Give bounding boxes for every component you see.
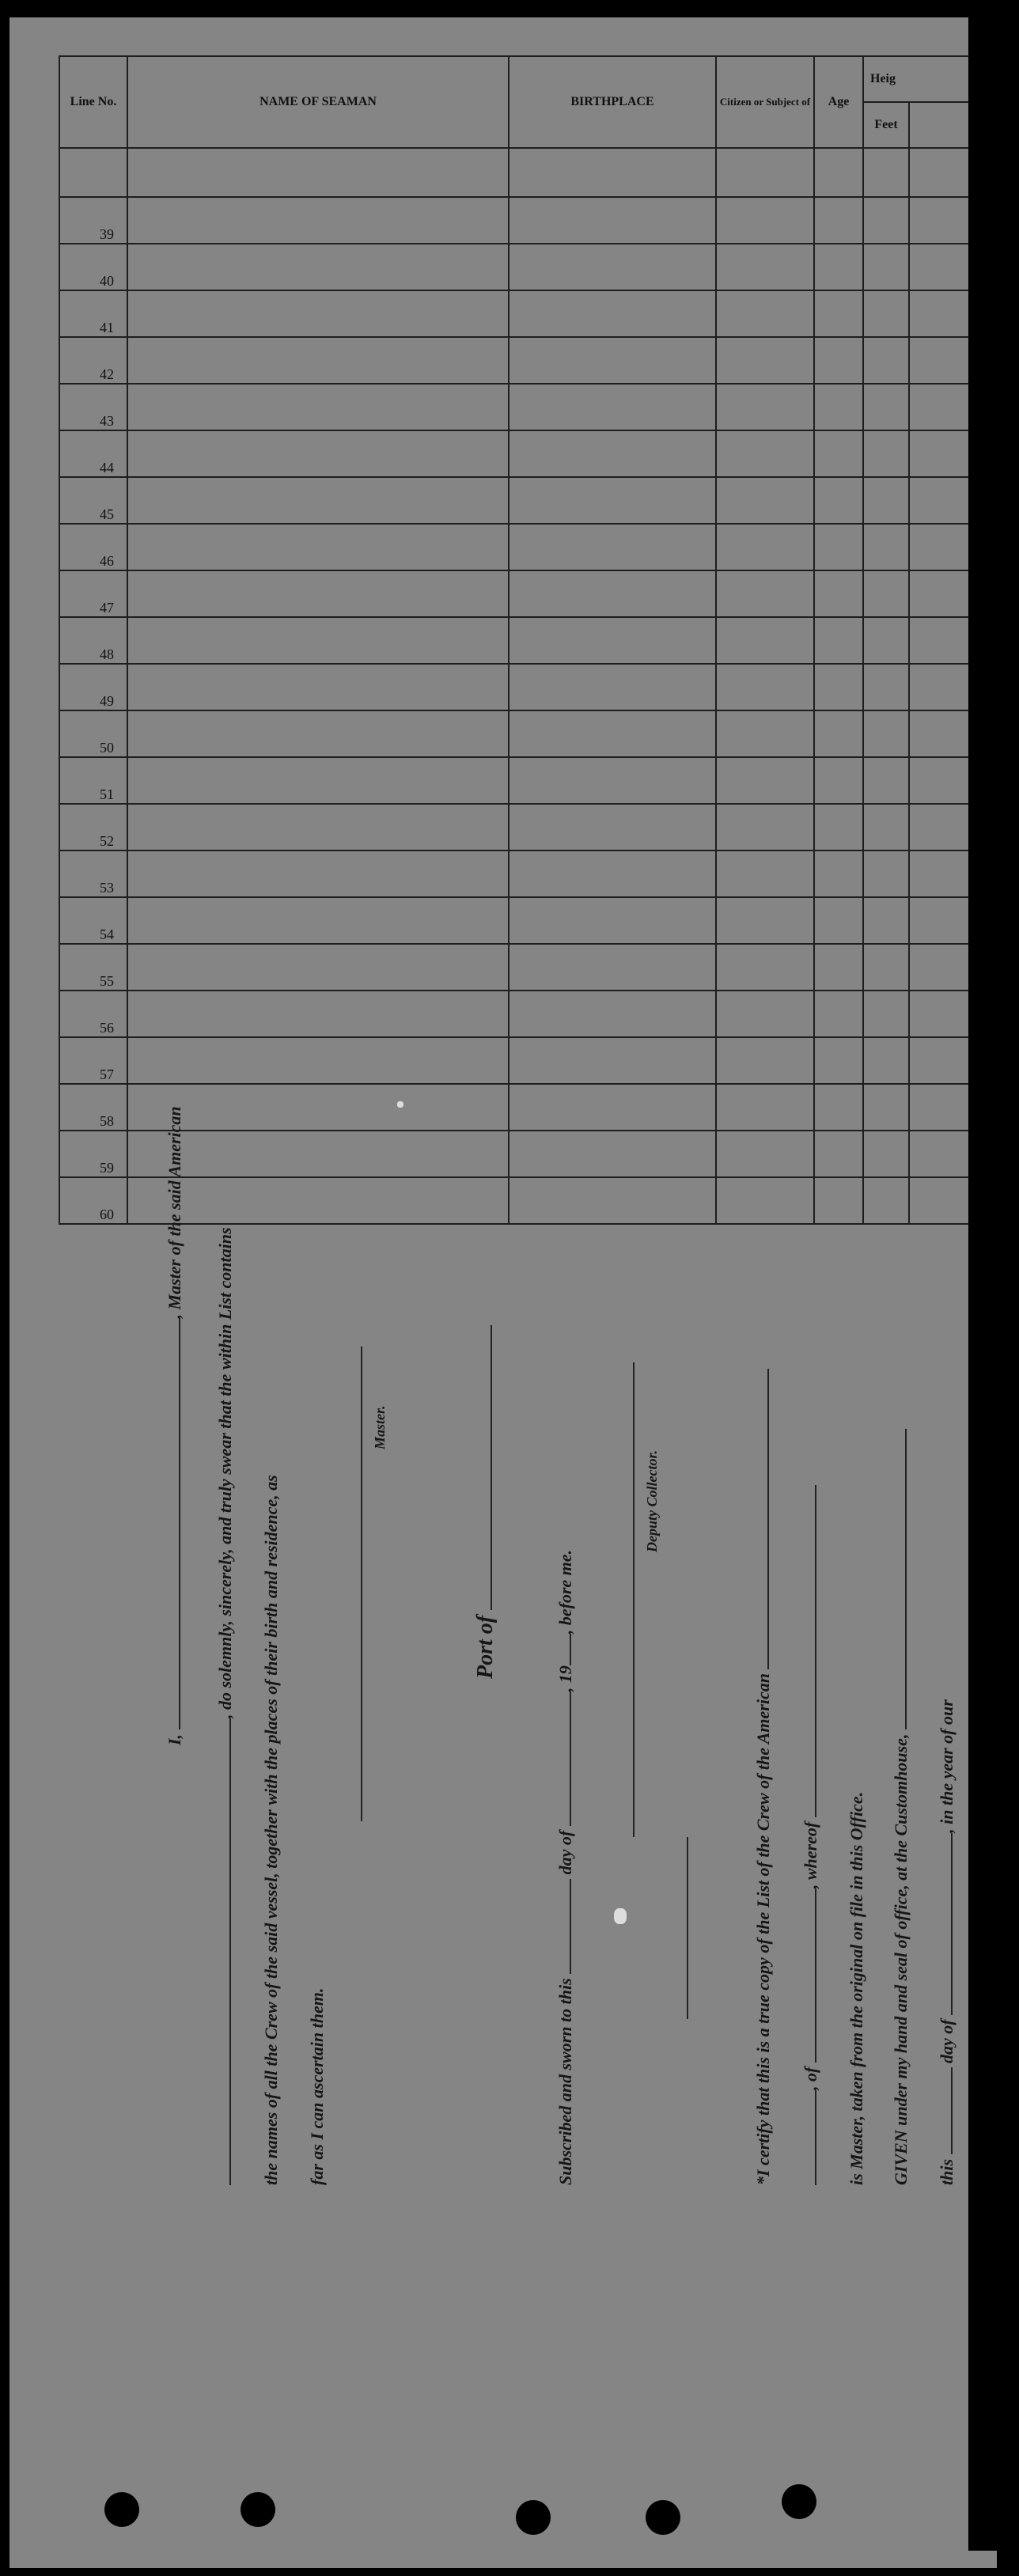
blank-cell — [814, 197, 863, 244]
table-row — [59, 710, 997, 757]
blank-cell — [814, 244, 863, 290]
blank-cell — [814, 617, 863, 664]
header-feet: Feet — [863, 102, 909, 148]
blank-cell — [814, 337, 863, 384]
blank-cell — [863, 710, 909, 757]
blank-cell — [814, 850, 863, 897]
blank-cell — [127, 477, 509, 524]
line-number-cell: 52 — [59, 804, 127, 850]
blank-cell — [863, 197, 909, 244]
blank-cell — [716, 804, 814, 850]
table-row — [59, 244, 997, 290]
punch-hole — [104, 2492, 139, 2527]
blank-cell — [814, 664, 863, 710]
blank-cell — [863, 290, 909, 337]
blank-cell — [863, 897, 909, 944]
line-number-cell: 60 — [59, 1177, 127, 1224]
blank-cell — [863, 337, 909, 384]
blank-cell — [863, 757, 909, 804]
blank-cell — [716, 617, 814, 664]
blank-cell — [716, 430, 814, 477]
table-row — [59, 197, 997, 244]
table-row — [59, 524, 997, 570]
blank-cell — [509, 1131, 716, 1177]
blank-cell — [716, 991, 814, 1037]
blank-cell — [509, 384, 716, 430]
line-number-cell: 45 — [59, 477, 127, 524]
form-sheet — [9, 17, 997, 2568]
blank-cell — [127, 897, 509, 944]
blank-cell — [127, 1037, 509, 1084]
certificate-line-4: GIVEN under my hand and seal of office, at the Customhouse, — [891, 1429, 911, 2185]
blank-cell — [716, 897, 814, 944]
blank-cell — [716, 477, 814, 524]
line-number-cell: 48 — [59, 617, 127, 664]
line-number-cell: 39 — [59, 197, 127, 244]
header-height: Heig — [863, 56, 997, 102]
blank-cell — [863, 1177, 909, 1224]
oath-line-3: the names of all the Crew of the said vessel, together with the places of their birth and residence, as — [261, 1475, 281, 2185]
master-signature-line — [361, 1347, 362, 1821]
line-number-cell: 57 — [59, 1037, 127, 1084]
table-row — [59, 804, 997, 850]
blank-cell — [814, 1177, 863, 1224]
blank-cell — [863, 384, 909, 430]
blank-cell — [127, 664, 509, 710]
vessel-name-blank — [215, 1718, 231, 2185]
blank-cell — [716, 524, 814, 570]
blank-cell — [716, 850, 814, 897]
header-citizen-of: Citizen or Subject of — [716, 56, 814, 148]
blank-cell — [814, 1131, 863, 1177]
header-age: Age — [814, 56, 863, 148]
blank-cell — [509, 710, 716, 757]
blank-cell — [863, 570, 909, 617]
header-name-of-seaman: NAME OF SEAMAN — [127, 56, 509, 148]
blank-cell — [814, 384, 863, 430]
blank-cell — [509, 850, 716, 897]
header-line-no: Line No. — [59, 56, 127, 148]
blank-cell — [863, 244, 909, 290]
port-blank — [476, 1325, 492, 1610]
line-number-cell: 59 — [59, 1131, 127, 1177]
blank-cell — [509, 617, 716, 664]
blank-cell — [509, 1177, 716, 1224]
blank-cell — [127, 804, 509, 850]
blank-cell — [127, 244, 509, 290]
line-number-cell: 53 — [59, 850, 127, 897]
table-row — [59, 991, 997, 1037]
blank-cell — [127, 944, 509, 991]
table-row — [59, 617, 997, 664]
blank-cell — [814, 1084, 863, 1131]
table-row — [59, 1084, 997, 1131]
blank-cell — [716, 244, 814, 290]
blank-cell — [509, 477, 716, 524]
blank-cell — [814, 477, 863, 524]
blank-cell — [716, 664, 814, 710]
blank-cell — [863, 1131, 909, 1177]
blank-cell — [127, 290, 509, 337]
certificate-line-3: is Master, taken from the original on file in this Office. — [847, 1791, 866, 2185]
blank-cell — [863, 1084, 909, 1131]
punch-hole — [646, 2500, 680, 2535]
port-of-label: Port of — [473, 1325, 498, 1679]
crew-list-table — [59, 55, 997, 1225]
line-number-cell: 44 — [59, 430, 127, 477]
line-number-cell: 54 — [59, 897, 127, 944]
master-label: Master. — [372, 1405, 388, 1449]
blank-cell — [509, 804, 716, 850]
table-row — [59, 757, 997, 804]
table-row — [59, 337, 997, 384]
blank-cell — [716, 1084, 814, 1131]
blank-cell — [509, 430, 716, 477]
punch-hole — [782, 2484, 816, 2519]
blank-cell — [509, 1037, 716, 1084]
certificate-line-2: , of , whereof — [801, 1485, 821, 2185]
blank-cell — [127, 384, 509, 430]
blank-cell — [814, 710, 863, 757]
table-row — [59, 290, 997, 337]
table-row — [59, 1131, 997, 1177]
line-number-cell: 51 — [59, 757, 127, 804]
blank-cell — [863, 1037, 909, 1084]
blank-cell — [716, 197, 814, 244]
blank-cell — [509, 991, 716, 1037]
blank-cell — [127, 710, 509, 757]
blank-cell — [863, 850, 909, 897]
blank-cell — [509, 570, 716, 617]
blank-cell — [716, 757, 814, 804]
line-number-cell: 46 — [59, 524, 127, 570]
line-number-cell: 58 — [59, 1084, 127, 1131]
blank-cell — [509, 197, 716, 244]
table-row — [59, 477, 997, 524]
blank-cell — [509, 244, 716, 290]
blank-cell — [716, 337, 814, 384]
line-number-cell: 50 — [59, 710, 127, 757]
blank-cell — [127, 850, 509, 897]
certificate-line-1: *I certify that this is a true copy of the List of the Crew of the American — [753, 1369, 774, 2185]
blank-cell — [509, 757, 716, 804]
table-row — [59, 148, 997, 197]
deputy-signature-line — [633, 1362, 635, 1837]
blank-cell — [509, 290, 716, 337]
line-number-cell: 40 — [59, 244, 127, 290]
line-number-cell: 41 — [59, 290, 127, 337]
line-number-cell: 49 — [59, 664, 127, 710]
table-row — [59, 944, 997, 991]
header-birthplace: BIRTHPLACE — [509, 56, 716, 148]
blank-cell — [814, 944, 863, 991]
blank-cell — [716, 1131, 814, 1177]
separator-line — [687, 1837, 688, 2019]
blank-cell — [863, 944, 909, 991]
blank-cell — [127, 524, 509, 570]
blank-cell — [716, 710, 814, 757]
blank-cell — [863, 524, 909, 570]
blank-cell — [814, 804, 863, 850]
blank-cell — [509, 897, 716, 944]
oath-line-2: , do solemnly, sincerely, and truly swear that the within List contains — [215, 1227, 236, 2185]
table-row — [59, 1037, 997, 1084]
blank-cell — [716, 384, 814, 430]
blank-cell — [127, 337, 509, 384]
blank-cell — [127, 617, 509, 664]
blank-cell — [127, 430, 509, 477]
blank-cell — [863, 991, 909, 1037]
blank-cell — [814, 290, 863, 337]
blank-cell — [716, 1037, 814, 1084]
subscribed-line: Subscribed and sworn to this day of , 19, before me. — [555, 1549, 575, 2185]
table-row — [59, 384, 997, 430]
line-number-cell: 42 — [59, 337, 127, 384]
blank-cell — [127, 757, 509, 804]
blank-cell — [814, 1037, 863, 1084]
blank-cell — [814, 757, 863, 804]
oath-line-4: far as I can ascertain them. — [307, 1987, 327, 2185]
blank-cell — [863, 430, 909, 477]
table-row — [59, 570, 997, 617]
blank-cell — [863, 617, 909, 664]
line-number-cell: 43 — [59, 384, 127, 430]
blank-cell — [814, 897, 863, 944]
blank-cell — [814, 991, 863, 1037]
crew-rows — [59, 148, 997, 1224]
blank-cell — [814, 430, 863, 477]
deputy-collector-label: Deputy Collector. — [644, 1450, 660, 1552]
blank-cell — [127, 991, 509, 1037]
line-number-cell: 47 — [59, 570, 127, 617]
blank-cell — [127, 570, 509, 617]
blank-cell — [509, 944, 716, 991]
paper-speck — [397, 1101, 403, 1108]
blank-cell — [814, 524, 863, 570]
table-row — [59, 430, 997, 477]
line-number-cell: 56 — [59, 991, 127, 1037]
oath-line-1: I, , Master of the said American — [165, 1106, 184, 1745]
blank-cell — [509, 337, 716, 384]
punch-hole — [241, 2492, 275, 2527]
blank-cell — [509, 1084, 716, 1131]
certificate-line-5: this day of , in the year of our — [937, 1699, 956, 2185]
blank-cell — [509, 524, 716, 570]
blank-cell — [509, 664, 716, 710]
blank-cell — [127, 197, 509, 244]
master-name-blank — [165, 1318, 180, 1729]
blank-cell — [716, 570, 814, 617]
blank-cell — [814, 570, 863, 617]
scan-edge — [968, 0, 1019, 2551]
table-row — [59, 1177, 997, 1224]
blank-cell — [863, 664, 909, 710]
blank-cell — [716, 1177, 814, 1224]
paper-speck — [614, 1908, 627, 1924]
blank-cell — [863, 804, 909, 850]
table-row — [59, 850, 997, 897]
blank-cell — [863, 477, 909, 524]
table-row — [59, 897, 997, 944]
blank-cell — [716, 290, 814, 337]
line-number-cell: 55 — [59, 944, 127, 991]
punch-hole — [516, 2500, 551, 2535]
blank-cell — [716, 944, 814, 991]
table-row — [59, 664, 997, 710]
